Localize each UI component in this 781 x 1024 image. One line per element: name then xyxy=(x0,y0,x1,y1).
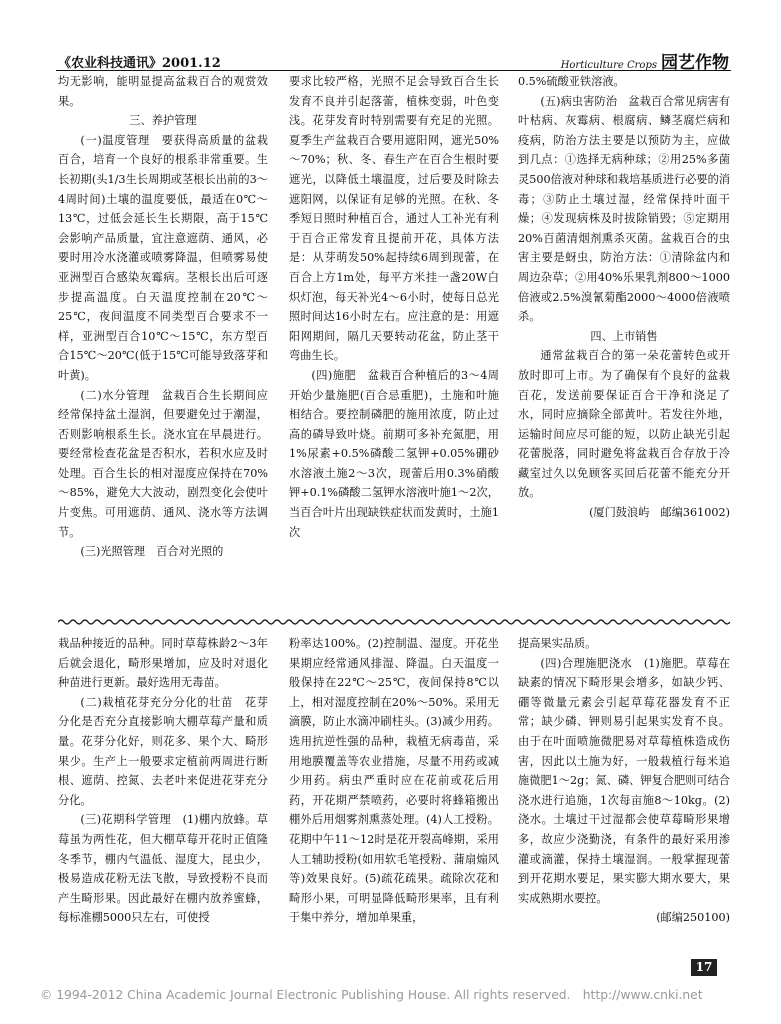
paragraph: 均无影响，能明显提高盆栽百合的观赏效果。 xyxy=(58,75,268,108)
paragraph: 通常盆栽百合的第一朵花蕾转色或开放时即可上市。为了确保有个良好的盆栽百花，发送前要保证百合干净和浇足了水，同时应摘除全部黄叶。若发往外地，运输时间应尽可能的短，以防止缺光引起花蕾脱落，同时避免将盆栽百合存放于冷藏室过久以免顾客买回后花蕾不能充分开放。 xyxy=(518,349,730,500)
bottom-article-column-3 xyxy=(518,634,730,928)
paragraph: (二)水分管理 盆栽百合生长期间应经常保持盆土湿润，但要避免过于潮湿，否则影响根系生长。浇水宜在早晨进行。要经常检查花盆是否积水，若积水应及时处理。百合生长的相对湿度应保持在70%～85%，避免大大波动，剧烈变化会使叶片变焦。可用遮荫、通风、浇水等方法调节。 xyxy=(58,388,268,539)
section-heading: 三、养护管理 xyxy=(129,114,197,128)
bottom-article-column-1 xyxy=(58,634,268,928)
bottom-article-column-2 xyxy=(289,634,499,928)
paragraph: 要求比较严格，光照不足会导致百合生长发育不良并引起落蕾，植株变弱，叶色变浅。花芽发育时特别需要有充足的光照。夏季生产盆栽百合要用遮阳网，遮光50%～70%；秋、冬、春生产在百合生根时要遮光，以降低土壤温度，过后要及时除去遮阳网，以保证有足够的光照。在秋、冬季短日照时种植百合，通过人工补光有利于百合正常发育且提前开花，具体方法是：从芽萌发50%起持续6周到现蕾，在百合上方1m处，每平方米挂一盏20W白炽灯泡，每天补光4～6小时，使每日总光照时间达16小时左右。应注意的是：用遮阳网期间，隔几天要转动花盆，防止茎干弯曲生长。 xyxy=(289,75,499,363)
author-address: (厦门鼓浪屿 邮编361002) xyxy=(589,506,730,520)
paragraph: 粉率达100%。(2)控制温、湿度。开花坐果期应经常通风排湿、降温。白天温度一般保持在22℃～25℃，夜间保持8℃以上，相对湿度控制在20%～50%。采用无滴膜，防止水滴冲刷柱头。(3)减少用药。选用抗逆性强的品种，栽植无病毒苗，采用地膜覆盖等农业措施，尽量不用药或减少用药。病虫严重时应在花前或花后用药，开花期严禁喷药，必要时将蜂箱搬出棚外后用烟雾剂熏蒸处理。(4)人工授粉。花期中午11～12时是花开裂高峰期，采用人工辅助授粉(如用软毛笔授粉、蒲扇煽风等)效果良好。(5)疏花疏果。疏除次花和畸形小果，可明显降低畸形果率，且有利于集中养分，增加单果重， xyxy=(289,637,499,925)
header-rule xyxy=(56,70,731,71)
paragraph: (四)施肥 盆栽百合种植后的3～4周开始少量施肥(百合忌重肥)，土施和叶施相结合。要控制磷肥的施用浓度，防止过高的磷导致叶烧。前期可多补充氮肥，用1%尿素+0.5%磷酸二氢钾+0.05%硼砂水溶液土施2～3次，现蕾后用0.3%硝酸钾+0.1%磷酸二氢钾水溶液叶施1～2次，当百合叶片出现缺铁症状而发黄时，土施1次 xyxy=(289,368,499,539)
page-number: 17 xyxy=(691,959,717,976)
author-address: (邮编250100) xyxy=(656,911,730,925)
top-article-column-1 xyxy=(58,72,268,562)
paragraph: 栽品种接近的品种。同时草莓株龄2～3年后就会退化，畸形果增加，应及时对退化种苗进行更新。最好选用无毒苗。 xyxy=(58,637,268,690)
section-heading: 四、上市销售 xyxy=(590,329,658,343)
copyright-footer: © 1994-2012 China Academic Journal Electronic Publishing House. All rights reserved. http://www.cnki.net xyxy=(40,988,703,1002)
section-title-en: Horticulture Crops xyxy=(560,60,657,71)
paragraph: (三)光照管理 百合对光照的 xyxy=(80,545,224,559)
paragraph: (五)病虫害防治 盆栽百合常见病害有叶枯病、灰霉病、根腐病、鳞茎腐烂病和疫病，防治方法主要是以预防为主，应做到几点：①选择无病种球；②用25%多菌灵500倍液对种球和栽培基质进行必要的消毒；③防止土壤过湿，经常保持叶面干燥；④发现病株及时拔除销毁；⑤定期用20%百菌清烟剂熏杀灭菌。盆栽百合的虫害主要是蚜虫，防治方法：①清除盆内和周边杂草；②用40%乐果乳剂800～1000倍液或2.5%溴氰菊酯2000～4000倍液喷杀。 xyxy=(518,94,730,324)
top-article-column-3 xyxy=(518,72,730,523)
paragraph: (四)合理施肥浇水 (1)施肥。草莓在缺素的情况下畸形果会增多，如缺少钙、硼等微量元素会引起草莓花器发育不正常；缺少磷、钾则易引起果实发育不良。由于在叶面喷施微肥易对草莓植株造成伤害，因此以土施为好，一般栽植行每米追施微肥1～2g；氮、磷、钾复合肥则可结合浇水进行追施，1次每亩施8～10kg。(2)浇水。土壤过干过湿都会使草莓畸形果增多，故应少浇勤浇，有条件的最好采用渗灌或滴灌，保持土壤湿润。一般掌握现蕾到开花期水要足，果实膨大期水要大，果实成熟期水要控。 xyxy=(518,656,730,905)
paragraph: (三)花期科学管理 (1)棚内放蜂。草莓虽为两性花，但大棚草莓开花时正值隆冬季节，棚内气温低、湿度大，昆虫少，极易造成花粉无法飞散，导致授粉不良而产生畸形果。因此最好在棚内放养蜜蜂，每标准棚5000只左右，可使授 xyxy=(58,813,268,925)
paragraph: (一)温度管理 要获得高质量的盆栽百合，培育一个良好的根系非常重要。生长初期(头1/3生长周期或茎根长出前的3～4周时间)土壤的温度要低，最适在0℃～13℃，过低会延长生长期限，高于15℃会影响产品质量，宜注意遮荫、通风，必要时用冷水浇灌或喷雾降温，但喷雾易使亚洲型百合感染灰霉病。茎根长出后可逐步提高温度。白天温度控制在20℃～25℃，夜间温度不同类型百合要求不一样，亚洲型百合10℃～15℃，东方型百合15℃～20℃(低于15℃可能导致落芽和叶黄)。 xyxy=(58,133,268,382)
article-divider xyxy=(58,618,730,626)
section-title-cn: 园艺作物 xyxy=(661,53,729,73)
journal-header: 《农业科技通讯》2001.12 xyxy=(58,56,221,71)
paragraph: 提高果实品质。 xyxy=(518,637,597,650)
top-article-column-2 xyxy=(289,72,499,542)
paragraph: (二)栽植花芽充分分化的壮苗 花芽分化是否充分直接影响大棚草莓产量和质量。花芽分化好，则花多、果个大、畸形果少。生产上一般要求定植前两周进行断根、遮荫、控氮、去老叶来促进花芽充分分化。 xyxy=(58,695,268,807)
paragraph: 0.5%硫酸亚铁溶液。 xyxy=(518,75,625,88)
